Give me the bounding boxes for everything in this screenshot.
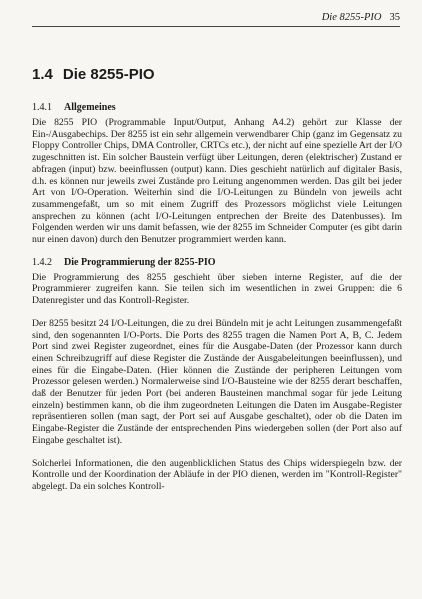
section-title: Allgemeines <box>64 102 116 113</box>
paragraph: Der 8255 besitzt 24 I/O-Leitungen, die zu drei Bündeln mit je acht Leitungen zusammengefaßt sind, den sogenannten I/O-Ports. Die Ports des 8255 tragen die Namen Port A, B, C. Jedem Port sind zwei Register zugeordnet, eines für die Ausgabe-Daten (der Prozessor kann durch einen Schreibzugriff auf diese Register die Zustände der Ausgabeleitungen beeinflussen), und eines für die Eingabe-Daten. (Hier können die Zustände der peripheren Leitungen vom Prozessor gelesen werden.) Normalerweise sind I/O-Bausteine wie der 8255 derart beschaffen, daß der Benutzer für jeden Port (bei anderen Bausteinen manchmal sogar für jede Leitung einzeln) bestimmen kann, ob die ihm zugeordneten Leitungen die Daten im Ausgabe-Register repräsentieren sollen (man sagt, der Port sei auf Ausgabe geschaltet), oder ob die Daten im Eingabe-Register die Zustände der entsprechenden Pins wiedergeben sollen (der Port also auf Eingabe geschaltet ist). <box>32 317 402 446</box>
section-number: 1.4.1 <box>32 102 52 113</box>
section-heading <box>32 257 402 268</box>
section-programmierung <box>32 257 402 493</box>
paragraph: Die 8255 PIO (Programmable Input/Output, Anhang A4.2) gehört zur Klasse der Ein-/Ausgabechips. Der 8255 ist ein sehr allgemein verwendbarer Chip (ganz im Gegensatz zu Floppy Controller Chips, DMA Controller, CRTCs etc.), der nicht auf eine spezielle Art der I/O zugeschnitten ist. Ein solcher Baustein verfügt über Leitungen, deren (elektrischer) Zustand er abfragen (input) bzw. beeinflussen (output) kann. Dies geschieht natürlich auf digitaler Basis, d.h. es können nur jeweils zwei Zustände pro Leitung angenommen werden. Das gilt bei jeder Art von I/O-Operation. Weiterhin sind die I/O-Leitungen zu Bündeln von jeweils acht zusammengefaßt, um so mit einem Zugriff des Prozessors möglichst viele Leitungen ansprechen zu können (acht I/O-Leitungen entprechen der Breite des Datenbusses). Im Folgenden werden wir uns damit befassen, wie der 8255 im Schneider Computer (es gibt darin nur einen davon) durch den Benutzer programmiert werden kann. <box>32 117 402 246</box>
paragraph: Solcherlei Informationen, die den augenblicklichen Status des Chips widerspiegeln bzw. der Kontrolle und der Koordination der Abläufe in der PIO dienen, werden im "Kontroll-Register" abgelegt. Da ein solches Kontroll- <box>32 457 402 492</box>
chapter-title: Die 8255-PIO <box>62 66 155 83</box>
paragraph: Die Programmierung des 8255 geschieht über sieben interne Register, auf die der Programmierer zugreifen kann. Sie teilen sich im wesentlichen in zwei Gruppen: die 6 Datenregister und das Kontroll-Register. <box>32 271 402 307</box>
section-title: Die Programmierung der 8255-PIO <box>64 256 216 268</box>
chapter-heading <box>32 66 402 83</box>
section-heading <box>32 102 402 113</box>
chapter-number: 1.4 <box>32 66 53 83</box>
page-body <box>32 66 402 504</box>
running-header <box>32 12 400 27</box>
section-number: 1.4.2 <box>32 256 52 268</box>
page-number: 35 <box>389 12 400 23</box>
section-allgemeines <box>32 102 402 246</box>
running-title: Die 8255-PIO <box>321 12 382 23</box>
